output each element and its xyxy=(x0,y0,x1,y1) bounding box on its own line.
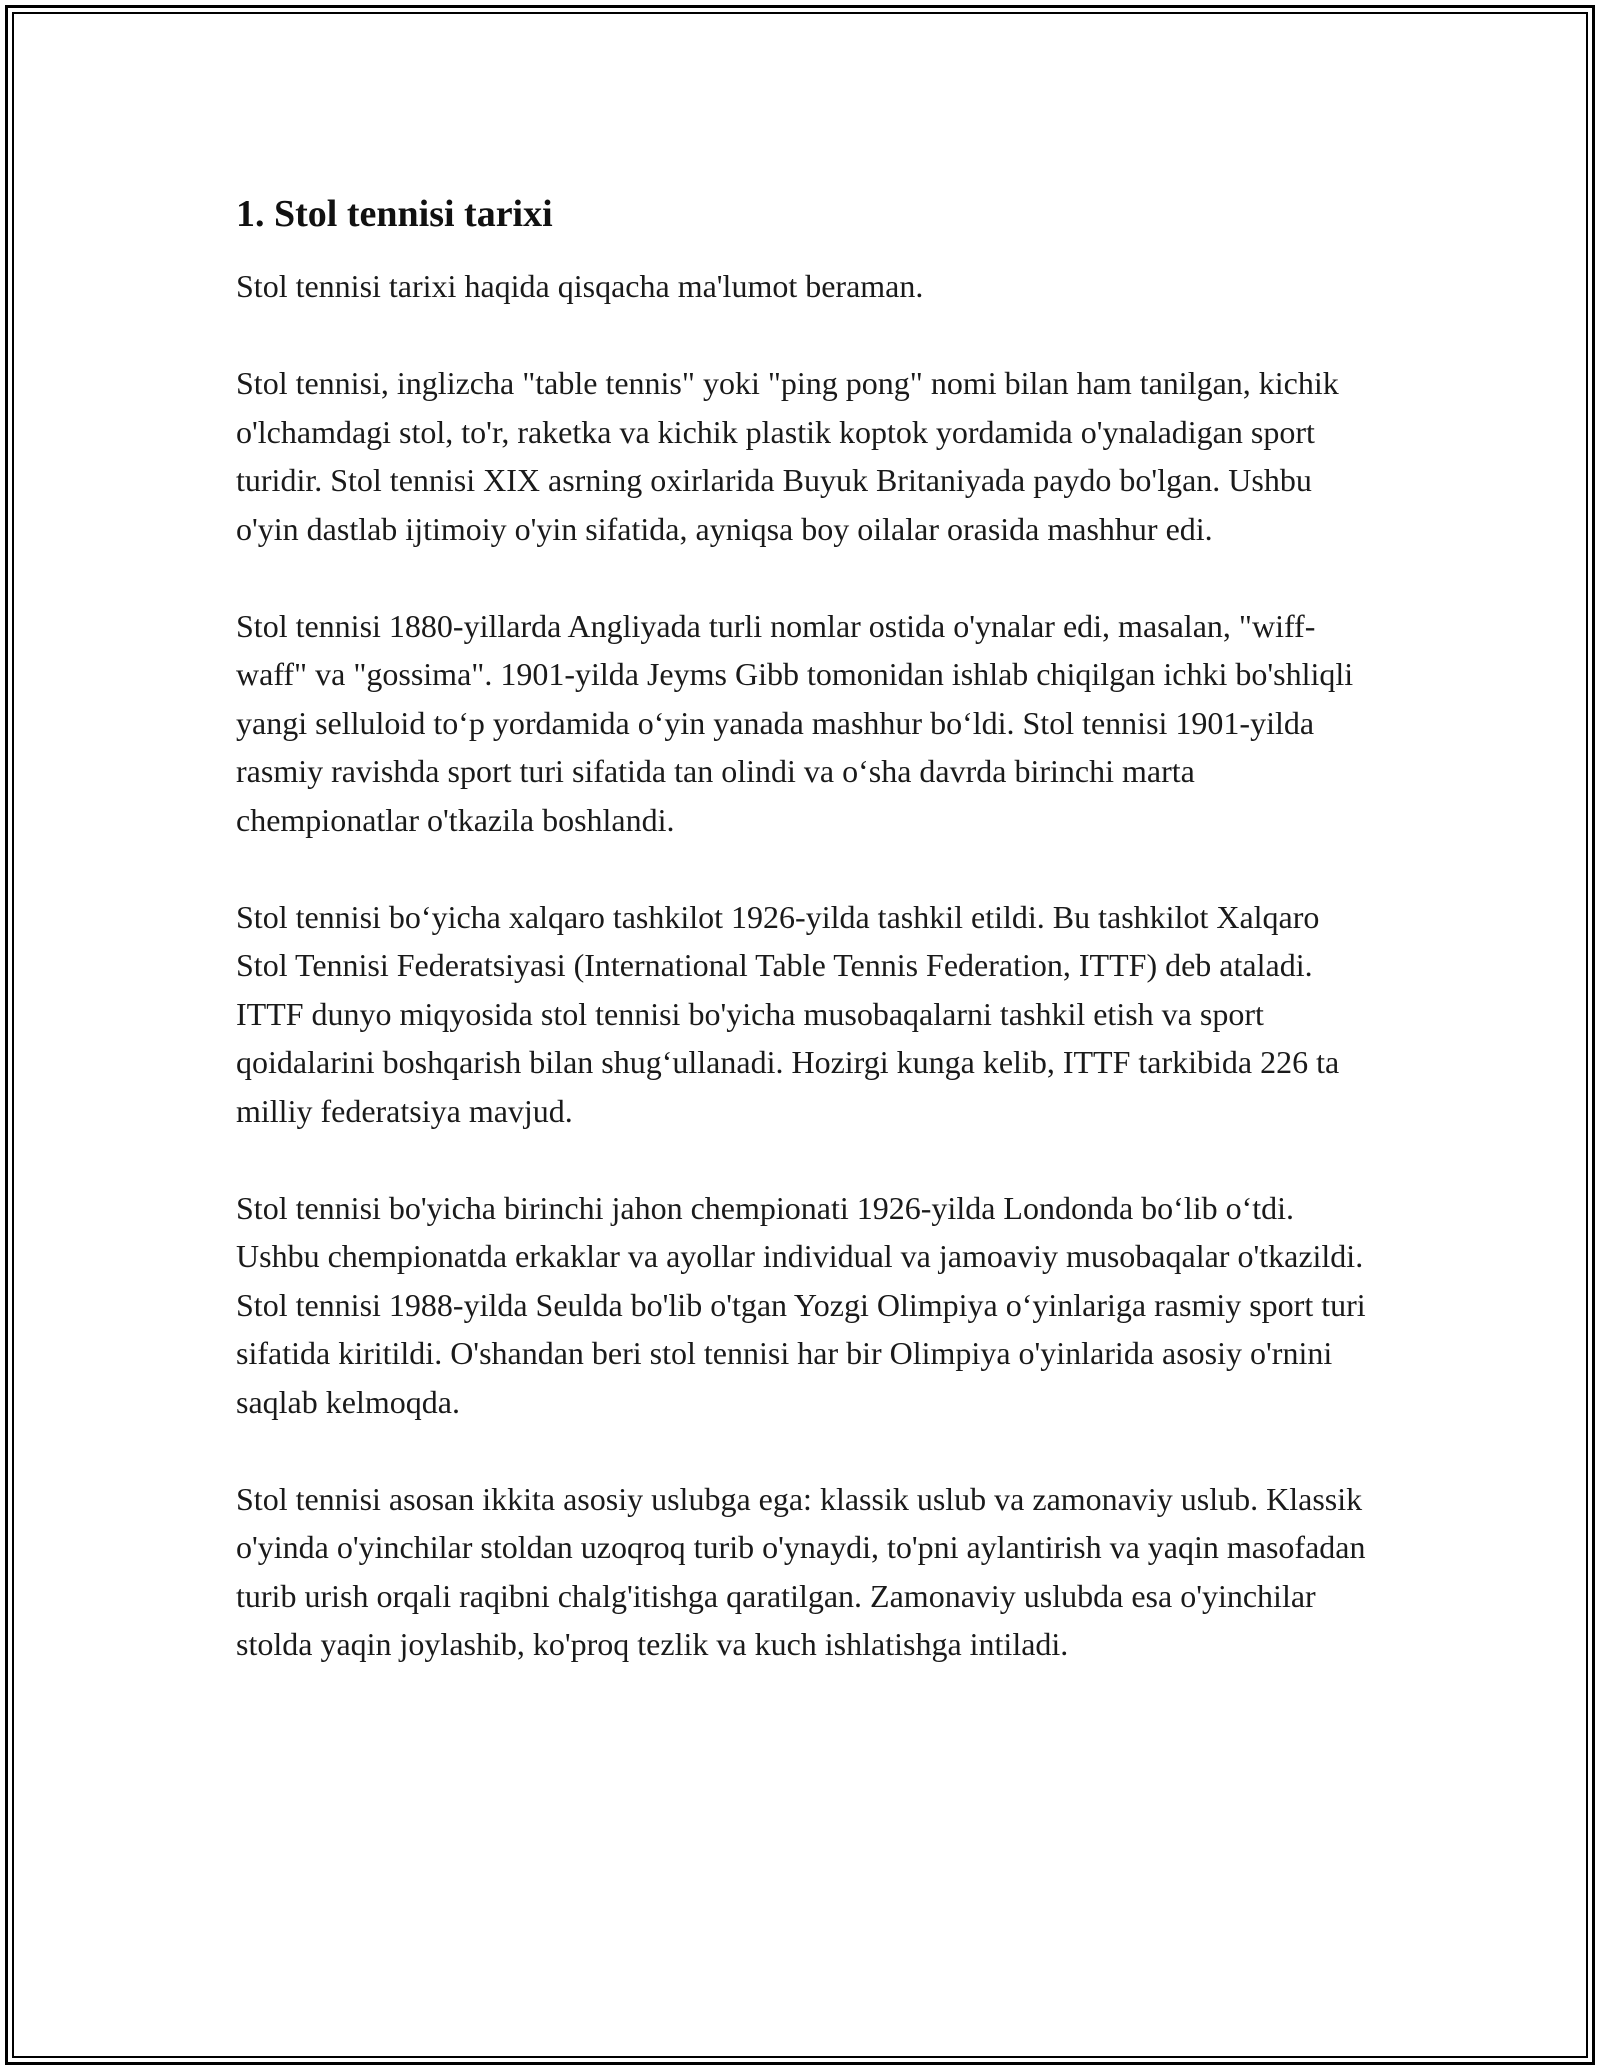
document-body xyxy=(236,188,1376,1717)
page-title: 1. Stol tennisi tarixi xyxy=(236,193,553,235)
paragraph-intro: Stol tennisi tarixi haqida qisqacha ma'lumot beraman. xyxy=(236,268,924,304)
paragraph-championships: Stol tennisi bo'yicha birinchi jahon chempionati 1926-yilda Londonda bo‘lib o‘tdi. Ushbu chempionatda erkaklar va ayollar individual va jamoaviy musobaqalar o'tkazildi. Stol tennisi 1988-yilda Seulda bo'lib o'tgan Yozgi Olimpiya o‘yinlariga rasmiy sport turi sifatida kiritildi. O'shandan beri stol tennisi har bir Olimpiya o'yinlarida asosiy o'rnini saqlab kelmoqda. xyxy=(236,1189,1366,1420)
paragraph-ittf: Stol tennisi bo‘yicha xalqaro tashkilot 1926-yilda tashkil etildi. Bu tashkilot Xalqaro Stol Tennisi Federatsiyasi (International Table Tennis Federation, ITTF) deb ataladi. ITTF dunyo miqyosida stol tennisi bo'yicha musobaqalarni tashkil etish va sport qoidalarini boshqarish bilan shug‘ullanadi. Hozirgi kunga kelib, ITTF tarkibida 226 ta milliy federatsiya mavjud. xyxy=(236,898,1340,1129)
paragraph-early-history: Stol tennisi 1880-yillarda Angliyada turli nomlar ostida o'ynalar edi, masalan, "wiff-waff" va "gossima". 1901-yilda Jeyms Gibb tomonidan ishlab chiqilgan ichki bo'shliqli yangi selluloid to‘p yordamida o‘yin yanada mashhur bo‘ldi. Stol tennisi 1901-yilda rasmiy ravishda sport turi sifatida tan olindi va o‘sha davrda birinchi marta chempionatlar o'tkazila boshlandi. xyxy=(236,607,1354,838)
paragraph-origin: Stol tennisi, inglizcha "table tennis" yoki "ping pong" nomi bilan ham tanilgan, kichik o'lchamdagi stol, to'r, raketka va kichik plastik koptok yordamida o'ynaladigan sport turidir. Stol tennisi XIX asrning oxirlarida Buyuk Britaniyada paydo bo'lgan. Ushbu o'yin dastlab ijtimoiy o'yin sifatida, ayniqsa boy oilalar orasida mashhur edi. xyxy=(236,365,1339,547)
paragraph-styles: Stol tennisi asosan ikkita asosiy uslubga ega: klassik uslub va zamonaviy uslub. Klassik o'yinda o'yinchilar stoldan uzoqroq turib o'ynaydi, to'pni aylantirish va yaqin masofadan turib urish orqali raqibni chalg'itishga qaratilgan. Zamonaviy uslubda esa o'yinchilar stolda yaqin joylashib, ko'proq tezlik va kuch ishlatishga intiladi. xyxy=(236,1480,1366,1662)
